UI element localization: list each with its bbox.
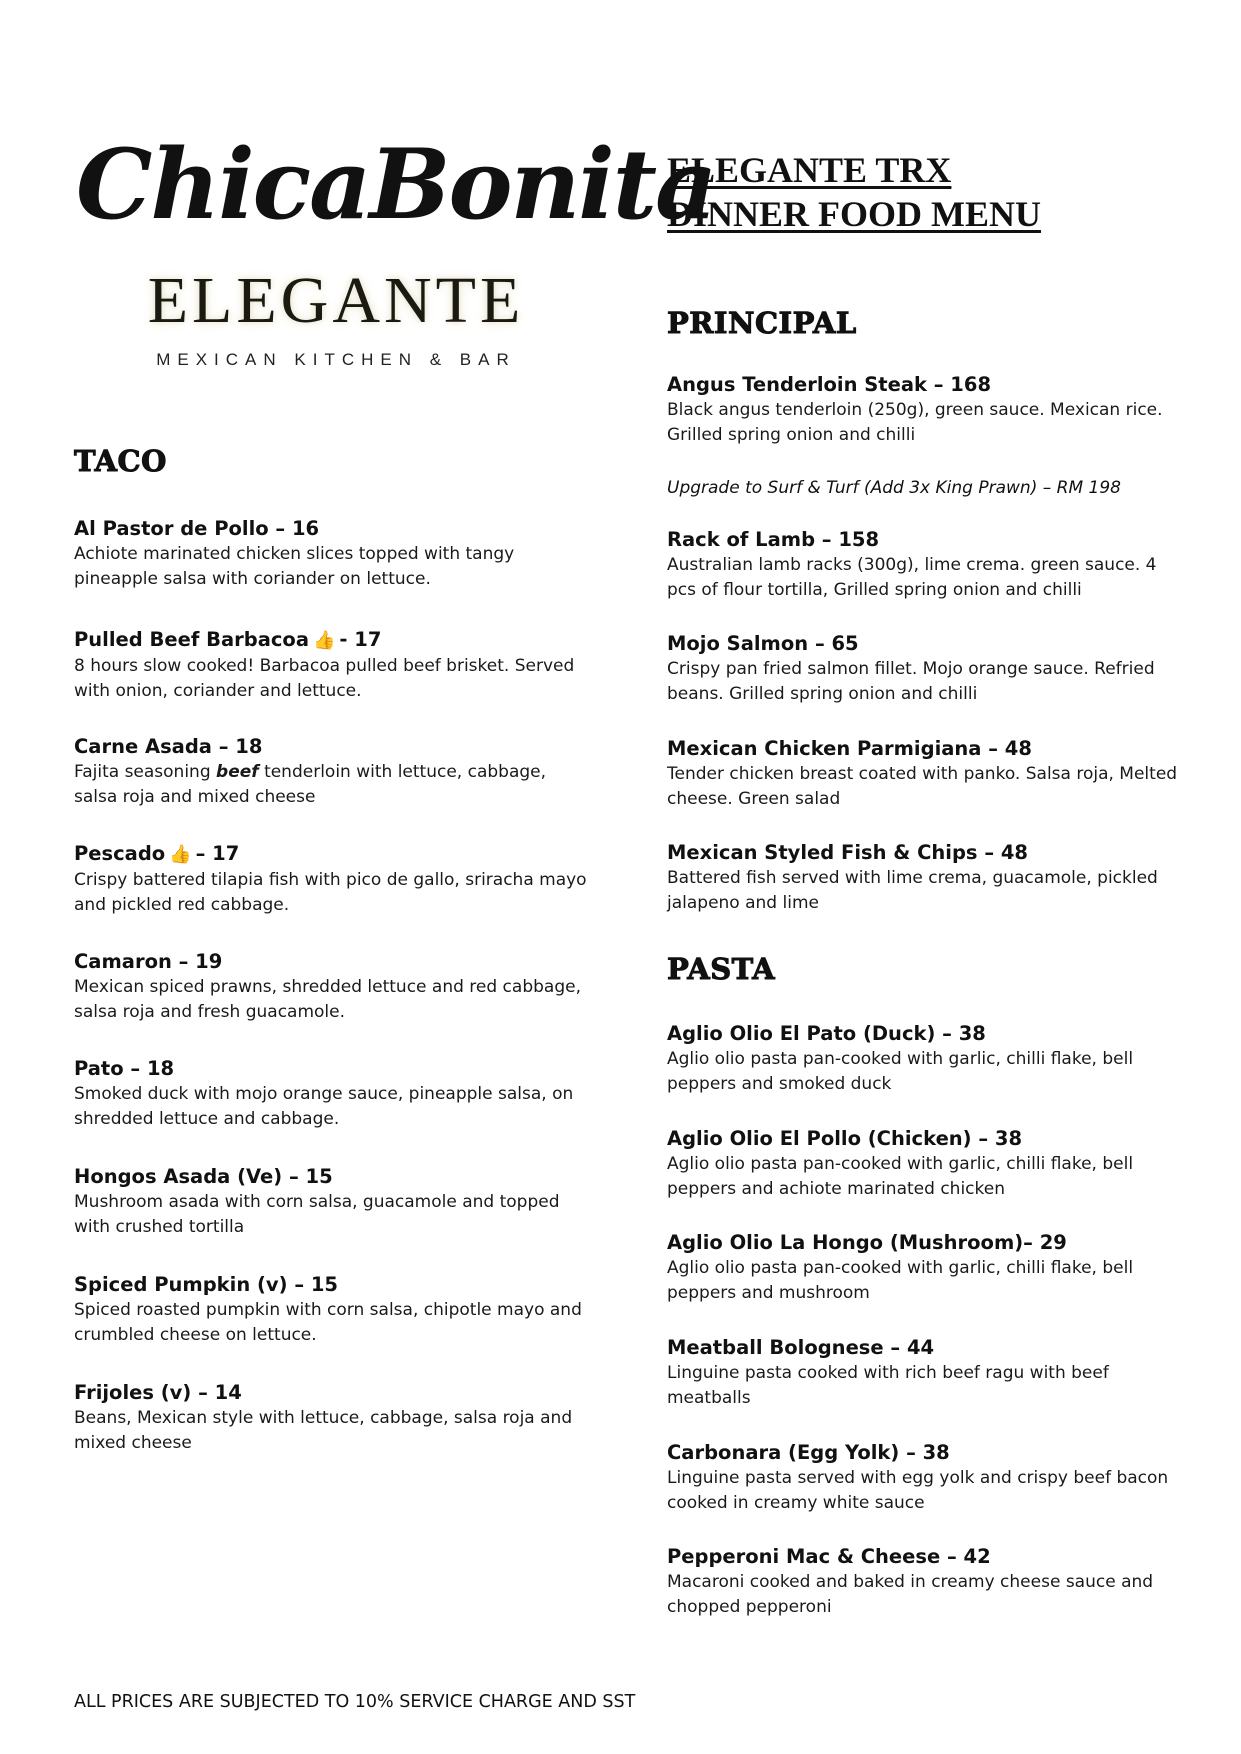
- item-name: Al Pastor de Pollo – 16: [74, 517, 320, 540]
- item-description: Australian lamb racks (300g), lime crema. green sauce. 4 pcs of flour tortilla, Grilled spring onion and chilli: [667, 555, 1157, 600]
- item-description: Aglio olio pasta pan-cooked with garlic, chilli flake, bell peppers and mushroom: [667, 1258, 1134, 1303]
- menu-title-line2: DINNER FOOD MENU: [667, 194, 1041, 234]
- item-name: Carne Asada – 18: [74, 735, 263, 758]
- menu-item: [667, 526, 1187, 603]
- item-description: Aglio olio pasta pan-cooked with garlic, chilli flake, bell peppers and smoked duck: [667, 1049, 1134, 1094]
- item-name: Pato – 18: [74, 1057, 175, 1080]
- menu-item: [74, 733, 594, 810]
- item-name: Mojo Salmon – 65: [667, 632, 859, 655]
- menu-item: [74, 948, 594, 1025]
- menu-item: [667, 630, 1187, 707]
- item-description: Achiote marinated chicken slices topped with tangy pineapple salsa with coriander on lettuce.: [74, 544, 515, 589]
- item-name: Aglio Olio El Pato (Duck) – 38: [667, 1022, 986, 1045]
- item-name: Hongos Asada (Ve) – 15: [74, 1165, 333, 1188]
- item-price: – 17: [195, 842, 240, 865]
- menu-item: [74, 1055, 594, 1132]
- item-name: Aglio Olio La Hongo (Mushroom)– 29: [667, 1231, 1067, 1254]
- menu-item: [74, 626, 594, 704]
- menu-title-line1: ELEGANTE TRX: [667, 150, 952, 190]
- item-description: Spiced roasted pumpkin with corn salsa, chipotle mayo and crumbled cheese on lettuce.: [74, 1300, 582, 1345]
- item-name: [74, 840, 594, 868]
- item-name-text: Pescado: [74, 842, 166, 865]
- item-name: Meatball Bolognese – 44: [667, 1336, 935, 1359]
- item-name: Frijoles (v) – 14: [74, 1381, 242, 1404]
- menu-item: [667, 839, 1187, 916]
- menu-item: [667, 371, 1187, 448]
- item-description: Linguine pasta served with egg yolk and crispy beef bacon cooked in creamy white sauce: [667, 1468, 1169, 1513]
- item-description: Macaroni cooked and baked in creamy cheese sauce and chopped pepperoni: [667, 1572, 1154, 1617]
- menu-item: [74, 515, 594, 592]
- item-name: Pepperoni Mac & Cheese – 42: [667, 1545, 991, 1568]
- item-description: Mexican spiced prawns, shredded lettuce and red cabbage, salsa roja and fresh guacamole.: [74, 977, 581, 1022]
- taco-heading: TACO: [74, 444, 167, 478]
- item-name: [74, 626, 594, 654]
- item-name: Mexican Styled Fish & Chips – 48: [667, 841, 1028, 864]
- item-description: Battered fish served with lime crema, guacamole, pickled jalapeno and lime: [667, 868, 1158, 913]
- logo-wordmark: ELEGANTE: [147, 264, 525, 337]
- menu-title: [667, 148, 1041, 236]
- menu-item: [667, 1125, 1187, 1202]
- item-description: Crispy battered tilapia fish with pico de gallo, sriracha mayo and pickled red cabbage.: [74, 870, 587, 915]
- logo-script-text: ChicaBonita: [76, 128, 716, 241]
- menu-item: [667, 1020, 1187, 1097]
- item-description-text: Fajita seasoning: [74, 762, 211, 782]
- item-name: Mexican Chicken Parmigiana – 48: [667, 737, 1032, 760]
- pasta-heading: PASTA: [667, 952, 776, 986]
- service-charge-note: ALL PRICES ARE SUBJECTED TO 10% SERVICE CHARGE AND SST: [74, 1692, 636, 1712]
- menu-item: [74, 1271, 594, 1348]
- thumbs-up-icon: 👍: [169, 844, 192, 865]
- item-description: Aglio olio pasta pan-cooked with garlic, chilli flake, bell peppers and achiote marinated chicken: [667, 1154, 1134, 1199]
- restaurant-logo: [76, 110, 716, 380]
- item-description-text: tenderloin with lettuce, cabbage, salsa roja and mixed cheese: [74, 762, 547, 807]
- item-description: Tender chicken breast coated with panko. Salsa roja, Melted cheese. Green salad: [667, 764, 1178, 809]
- item-name: Carbonara (Egg Yolk) – 38: [667, 1441, 950, 1464]
- menu-item: [74, 1379, 594, 1456]
- menu-item: [74, 1163, 594, 1240]
- item-name: Rack of Lamb – 158: [667, 528, 880, 551]
- menu-item: [667, 1334, 1187, 1411]
- menu-item: [667, 1543, 1187, 1620]
- menu-item: [667, 1229, 1187, 1306]
- logo-tagline: MEXICAN KITCHEN & BAR: [156, 350, 516, 369]
- item-price: - 17: [339, 628, 382, 651]
- menu-item: [74, 840, 594, 918]
- upgrade-note: Upgrade to Surf & Turf (Add 3x King Prawn) – RM 198: [667, 478, 1121, 498]
- item-description: 8 hours slow cooked! Barbacoa pulled beef brisket. Served with onion, coriander and lettuce.: [74, 656, 575, 701]
- item-description: Beans, Mexican style with lettuce, cabbage, salsa roja and mixed cheese: [74, 1408, 573, 1453]
- item-name: Spiced Pumpkin (v) – 15: [74, 1273, 338, 1296]
- thumbs-up-icon: 👍: [312, 630, 336, 651]
- menu-item: [667, 735, 1187, 812]
- item-name: Camaron – 19: [74, 950, 223, 973]
- item-description: Linguine pasta cooked with rich beef ragu with beef meatballs: [667, 1363, 1109, 1408]
- item-description: [74, 760, 594, 810]
- item-name: Aglio Olio El Pollo (Chicken) – 38: [667, 1127, 1023, 1150]
- item-description: Black angus tenderloin (250g), green sauce. Mexican rice. Grilled spring onion and chilli: [667, 400, 1163, 445]
- item-name-text: Pulled Beef Barbacoa: [74, 628, 309, 651]
- item-description: Crispy pan fried salmon fillet. Mojo orange sauce. Refried beans. Grilled spring onion and chilli: [667, 659, 1155, 704]
- menu-item: [667, 1439, 1187, 1516]
- principal-heading: PRINCIPAL: [667, 306, 857, 340]
- item-name: Angus Tenderloin Steak – 168: [667, 373, 992, 396]
- item-description: Smoked duck with mojo orange sauce, pineapple salsa, on shredded lettuce and cabbage.: [74, 1084, 574, 1129]
- item-description: Mushroom asada with corn salsa, guacamole and topped with crushed tortilla: [74, 1192, 560, 1237]
- item-description-emphasis: beef: [216, 762, 259, 782]
